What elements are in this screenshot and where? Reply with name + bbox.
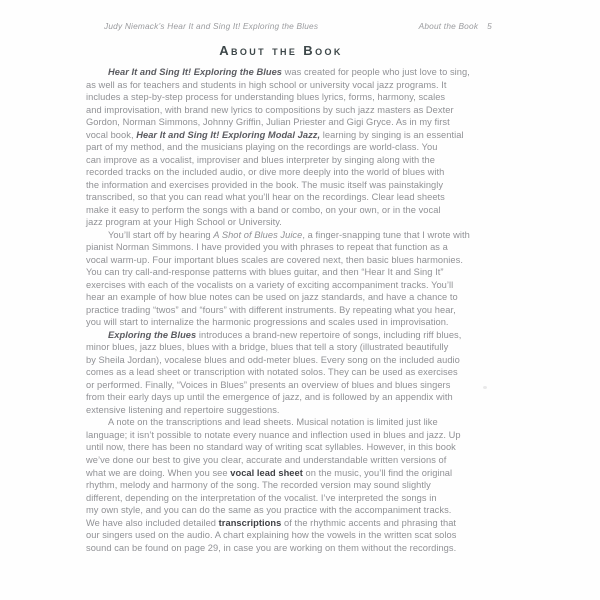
text-line: language; it isn’t possible to notate every nuance and inflection used in blues and jazz. Up — [86, 429, 461, 440]
text-line: You can try call-and-response patterns with blues guitar, and then “Hear It and Sing It” — [86, 267, 444, 278]
text-line: rhythm, melody and harmony of the song. The recorded version may sound slightly — [86, 480, 431, 491]
text-line: make it easy to perform the songs with a band or combo, on your own, or in the vocal — [86, 204, 441, 215]
body-text — [86, 66, 478, 554]
text-line: A note on the transcriptions and lead sheets. Musical notation is limited just like — [108, 417, 438, 428]
scan-artifact-dot — [483, 386, 487, 389]
text-line: you will start to internalize the harmonic progressions and scales used in improvisation. — [86, 317, 449, 328]
paragraph — [86, 416, 478, 554]
text-line: by Sheila Jordan), vocalese blues and odd-meter blues. Every song on the included audio — [86, 354, 460, 365]
running-header-section — [419, 21, 492, 31]
running-header — [104, 21, 492, 33]
text-line: pianist Norman Simmons. I have provided you with phrases to repeat that function as a — [86, 242, 448, 253]
text-line: vocal book, Hear It and Sing It! Exploring Modal Jazz, learning by singing is an essential — [86, 129, 464, 140]
text-line: different, depending on the interpretation of the vocalist. I’ve interpreted the songs in — [86, 492, 437, 503]
text-line: until now, there has been no standard way of writing scat syllables. However, in this book — [86, 442, 456, 453]
text-line: and improvisation, with brand new lyrics to compositions by such jazz masters as Dexter — [86, 104, 454, 115]
text-line: jazz program at your High School or University. — [86, 217, 282, 228]
running-header-section-label: About the Book — [418, 21, 479, 31]
text-line: comes as a lead sheet or transcription with notated solos. They can be used as exercises — [86, 367, 458, 378]
text-line: Gordon, Norman Simmons, Johnny Griffin, Julian Priester and Gigi Gryce. As in my first — [86, 117, 450, 128]
text-line: our singers used on the audio. A chart explaining how the vowels in the written scat solos — [86, 530, 457, 541]
text-line: You’ll start off by hearing A Shot of Blues Juice, a finger-snapping tune that I wrote with — [108, 229, 470, 240]
text-line: minor blues, jazz blues, blues with a bridge, blues that tell a story (illustrated beautifully — [86, 342, 449, 353]
text-line: sound can be found on page 29, in case you are working on them without the recordings. — [86, 542, 457, 553]
text-line: what we are doing. When you see vocal lead sheet on the music, you’ll find the original — [86, 467, 453, 478]
text-line: vocal warm-up. Four important blues scales are covered next, then basic blues harmonies. — [86, 254, 463, 265]
text-line: transcribed, so that you can read what you’ll hear on the recordings. Clear lead sheets — [86, 192, 445, 203]
text-line: or performed. Finally, “Voices in Blues” presents an overview of blues and blues singers — [86, 379, 451, 390]
text-line: my own style, and you can do the same as you practice with the accompaniment tracks. — [86, 505, 452, 516]
paragraph — [86, 329, 478, 417]
page-number: 5 — [487, 21, 492, 31]
text-line: includes a step-by-step process for understanding blues lyrics, forms, harmony, scales — [86, 92, 446, 103]
text-line: We have also included detailed transcriptions of the rhythmic accents and phrasing that — [86, 517, 457, 528]
text-line: extensive listening and repertoire suggestions. — [86, 404, 280, 415]
running-header-book-title: Judy Niemack’s Hear It and Sing It! Exploring the Blues — [104, 21, 319, 31]
paragraph — [86, 229, 478, 329]
text-line: from their early days up until the emergence of jazz, and is followed by an appendix with — [86, 392, 453, 403]
text-line: as well as for teachers and students in high school or university vocal jazz programs. It — [86, 79, 447, 90]
page-title: About the Book — [219, 43, 343, 58]
text-line: practice trading “twos” and “fours” with different instruments. By repeating what you hear, — [86, 304, 456, 315]
text-line: part of my method, and the musicians playing on the recordings are world-class. You — [86, 142, 438, 153]
text-line: hear an example of how blue notes can be used on jazz standards, and have a chance to — [86, 292, 458, 303]
text-line: Hear It and Sing It! Exploring the Blues was created for people who just love to sing, — [108, 67, 470, 77]
text-line: recorded tracks on the included audio, or dive more deeply into the world of blues with — [86, 167, 445, 178]
text-line: the information and exercises provided in the book. The music itself was painstakingly — [86, 179, 444, 190]
paragraph — [86, 66, 478, 229]
text-line: can improve as a vocalist, improviser and blues interpreter by singing along with the — [86, 154, 435, 165]
text-line: Exploring the Blues introduces a brand-new repertoire of songs, including riff blues, — [108, 329, 462, 340]
text-line: we’ve done our best to give you clear, accurate and understandable written versions of — [86, 454, 447, 465]
text-line: exercises with each of the vocalists on a variety of exciting accompaniment tracks. You’ll — [86, 279, 454, 290]
